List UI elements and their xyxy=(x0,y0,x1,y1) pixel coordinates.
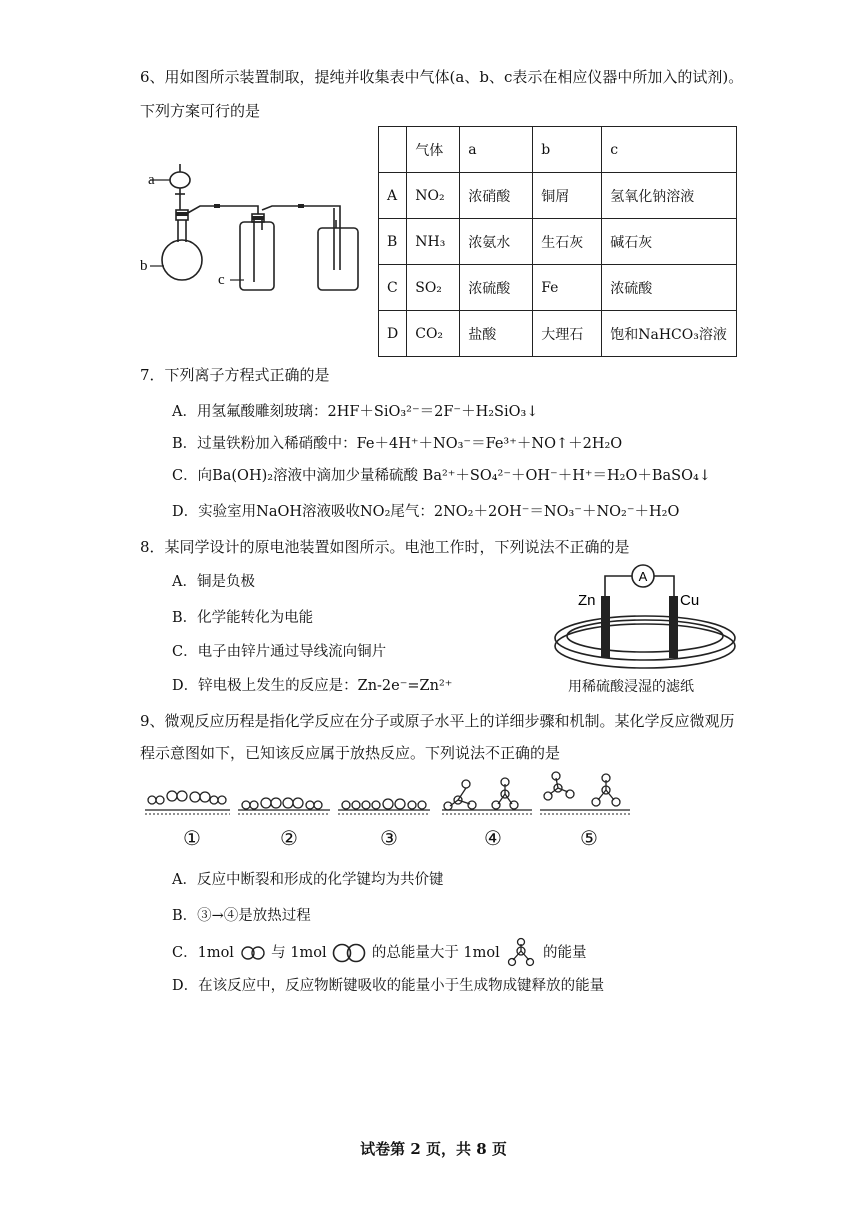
label-c: c xyxy=(218,272,225,288)
diatomic-molecule-small-icon xyxy=(239,945,267,961)
step-label-1: ① xyxy=(183,826,201,850)
table-cell: 浓硫酸 xyxy=(460,265,533,311)
q7-option-a: A．用氢氟酸雕刻玻璃：2HF＋SiO₃²⁻＝2F⁻＋H₂SiO₃↓ xyxy=(172,404,539,420)
q7-option-d: D．实验室用NaOH溶液吸收NO₂尾气：2NO₂＋2OH⁻＝NO₃⁻＋NO₂⁻＋H₂O xyxy=(172,504,680,520)
table-row xyxy=(379,219,737,265)
table-cell: 氢氧化钠溶液 xyxy=(602,173,737,219)
cell-caption: 用稀硫酸浸湿的滤纸 xyxy=(568,679,694,695)
diatomic-molecule-large-icon xyxy=(331,942,367,964)
q7-stem: 7．下列离子方程式正确的是 xyxy=(140,366,330,384)
header-cell xyxy=(379,127,407,173)
q9-c-mid1: 与 1mol xyxy=(271,945,327,961)
table-cell: 生石灰 xyxy=(533,219,602,265)
table-cell: 浓氨水 xyxy=(460,219,533,265)
q6-stem-line1: 6、用如图所示装置制取，提纯并收集表中气体(a、b、c表示在相应仪器中所加入的试剂)。 xyxy=(140,68,744,86)
header-cell: b xyxy=(533,127,602,173)
q9-option-a: A．反应中断裂和形成的化学键均为共价键 xyxy=(172,872,444,888)
q7-option-c: C．向Ba(OH)₂溶液中滴加少量稀硫酸 Ba²⁺＋SO₄²⁻＋OH⁻＋H⁺＝H₂O＋BaSO₄↓ xyxy=(172,468,711,484)
q9-c-mid2: 的总能量大于 1mol xyxy=(371,945,500,961)
table-cell: 碱石灰 xyxy=(602,219,737,265)
q9-c-prefix: C．1mol xyxy=(172,945,234,961)
table-cell: 浓硝酸 xyxy=(460,173,533,219)
table-cell: 浓硫酸 xyxy=(602,265,737,311)
table-cell: D xyxy=(379,311,407,357)
q8-option-d: D．锌电极上发生的反应是：Zn-2e⁻=Zn²⁺ xyxy=(172,678,453,694)
galvanic-cell-figure xyxy=(550,560,740,680)
ammeter-label: A xyxy=(638,569,648,584)
label-b: b xyxy=(140,258,148,274)
table-cell: NO₂ xyxy=(407,173,460,219)
table-cell: 大理石 xyxy=(533,311,602,357)
step-label-5: ⑤ xyxy=(580,826,598,850)
q8-option-b: B．化学能转化为电能 xyxy=(172,610,314,626)
table-row xyxy=(379,173,737,219)
q8-option-c: C．电子由锌片通过导线流向铜片 xyxy=(172,644,387,660)
step-label-2: ② xyxy=(280,826,298,850)
table-cell: 盐酸 xyxy=(460,311,533,357)
q9-stem-line2: 程示意图如下，已知该反应属于放热反应。下列说法不正确的是 xyxy=(140,744,561,762)
table-cell: C xyxy=(379,265,407,311)
table-header-row xyxy=(379,127,737,173)
header-cell: a xyxy=(460,127,533,173)
q8-stem: 8．某同学设计的原电池装置如图所示。电池工作时，下列说法不正确的是 xyxy=(140,538,630,556)
table-cell: Fe xyxy=(533,265,602,311)
q7-option-b: B．过量铁粉加入稀硝酸中：Fe＋4H⁺＋NO₃⁻＝Fe³⁺＋NO↑＋2H₂O xyxy=(172,436,623,452)
table-cell: CO₂ xyxy=(407,311,460,357)
table-cell: NH₃ xyxy=(407,219,460,265)
q9-c-suffix: 的能量 xyxy=(543,945,587,961)
table-cell: A xyxy=(379,173,407,219)
table-cell: 饱和NaHCO₃溶液 xyxy=(602,311,737,357)
cu-label: Cu xyxy=(680,592,700,609)
table-cell: B xyxy=(379,219,407,265)
step-label-3: ③ xyxy=(380,826,398,850)
q9-stem-line1: 9、微观反应历程是指化学反应在分子或原子水平上的详细步骤和机制。某化学反应微观历 xyxy=(140,712,735,730)
q9-option-d: D．在该反应中，反应物断键吸收的能量小于生成物成键释放的能量 xyxy=(172,978,605,994)
table-row xyxy=(379,311,737,357)
q8-option-a: A．铜是负极 xyxy=(172,574,255,590)
zn-label: Zn xyxy=(578,592,596,609)
page-footer: 试卷第 2 页，共 8 页 xyxy=(360,1140,507,1158)
reaction-steps-figure xyxy=(140,772,640,822)
q9-option-c xyxy=(172,938,587,968)
product-molecule-icon xyxy=(504,938,538,968)
q9-option-b: B．③→④是放热过程 xyxy=(172,908,311,924)
table-row xyxy=(379,265,737,311)
header-cell: c xyxy=(602,127,737,173)
label-a: a xyxy=(148,172,155,188)
step-label-4: ④ xyxy=(484,826,502,850)
q6-stem-line2: 下列方案可行的是 xyxy=(140,102,261,120)
header-cell: 气体 xyxy=(407,127,460,173)
table-cell: 铜屑 xyxy=(533,173,602,219)
table-cell: SO₂ xyxy=(407,265,460,311)
gas-apparatus-figure xyxy=(140,150,380,300)
reagent-table xyxy=(378,126,737,357)
